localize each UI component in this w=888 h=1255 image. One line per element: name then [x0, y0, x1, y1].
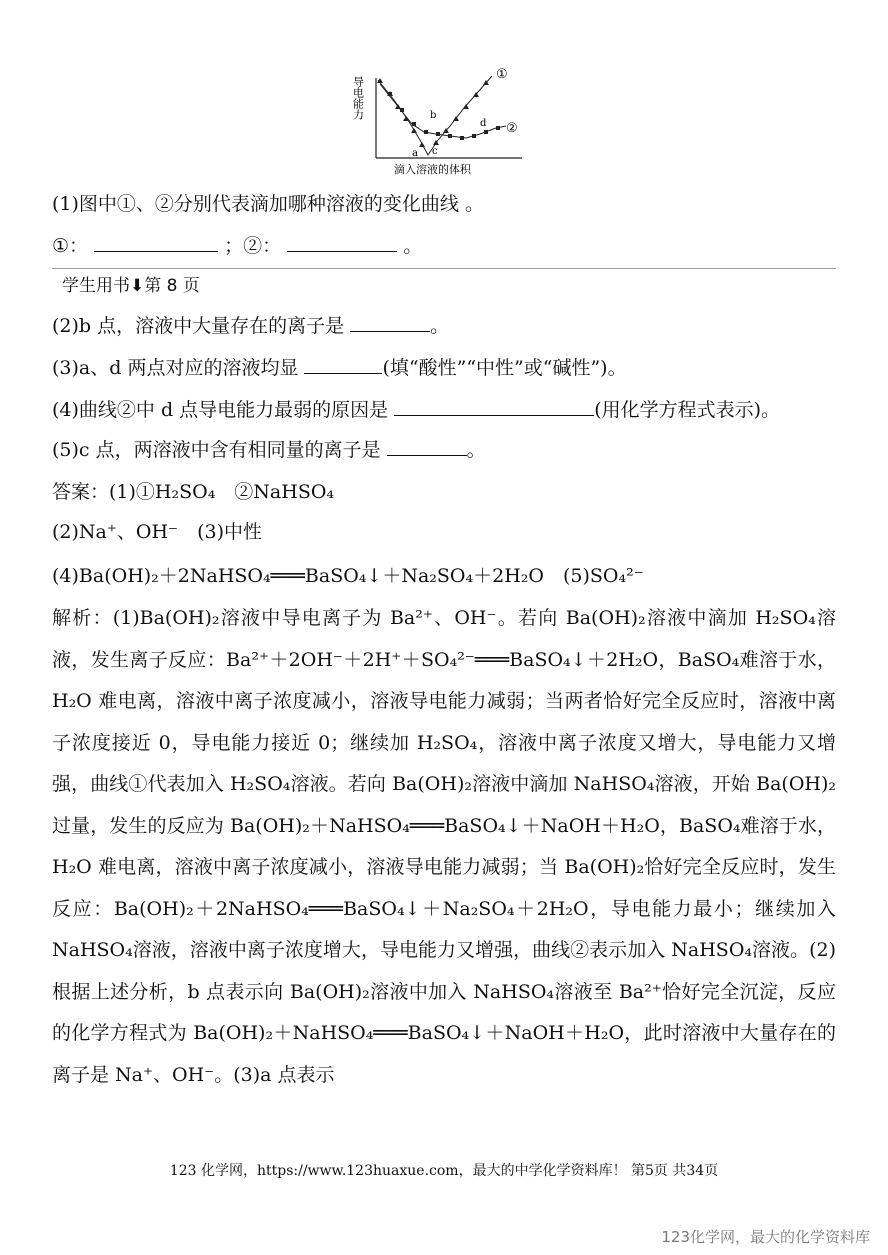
q5-end: 。	[466, 439, 486, 461]
watermark: 123化学网，最大的化学资料库	[661, 1228, 870, 1246]
x-axis-label: 滴入溶液的体积	[394, 163, 471, 176]
q1-blank-2[interactable]	[287, 233, 397, 252]
q4-text: (4)曲线②中 d 点导电能力最弱的原因是	[52, 399, 395, 421]
section-divider	[52, 268, 836, 269]
curve-2-label: ②	[506, 121, 518, 136]
q1-separator: ；②：	[224, 235, 282, 257]
curve-1-label: ①	[496, 67, 508, 82]
q3-text: (3)a、d 两点对应的溶液均显	[52, 357, 305, 379]
question-4	[52, 396, 780, 424]
question-2	[52, 312, 449, 340]
q1-end: 。	[403, 235, 423, 257]
y-axis-label: 导电能力	[351, 76, 365, 120]
question-1: (1)图中①、②分别代表滴加哪种溶液的变化曲线 。	[52, 193, 484, 215]
conductivity-figure	[350, 58, 530, 180]
q2-blank[interactable]	[350, 313, 430, 332]
q4-end: (用化学方程式表示)。	[594, 399, 781, 421]
analysis-paragraph: 解析：(1)Ba(OH)₂溶液中导电离子为 Ba²⁺、OH⁻。若向 Ba(OH)₂溶液中滴加 H₂SO₄溶液，发生离子反应：Ba²⁺＋2OH⁻＋2H⁺＋SO₄²⁻═══BaSO₄↓＋2H₂O，BaSO₄难溶于水，H₂O 难电离，溶液中离子浓度减小，溶液导电能力减弱；当两者恰好完全反应时，溶液中离子浓度接近 0，导电能力接近 0；继续加 H₂SO₄，溶液中离子浓度又增大，导电能力又增强，曲线①代表加入 H₂SO₄溶液。若向 Ba(OH)₂溶液中滴加 NaHSO₄溶液，开始 Ba(OH)₂过量，发生的反应为 Ba(OH)₂＋NaHSO₄═══BaSO₄↓＋NaOH＋H₂O，BaSO₄难溶于水，H₂O 难电离，溶液中离子浓度减小，溶液导电能力减弱；当 Ba(OH)₂恰好完全反应时，发生反应：Ba(OH)₂＋2NaHSO₄═══BaSO₄↓＋Na₂SO₄＋2H₂O，导电能力最小；继续加入 NaHSO₄溶液，溶液中离子浓度增大，导电能力又增强，曲线②表示加入 NaHSO₄溶液。(2)根据上述分析，b 点表示向 Ba(OH)₂溶液中加入 NaHSO₄溶液至 Ba²⁺恰好完全沉淀，反应的化学方程式为 Ba(OH)₂＋NaHSO₄═══BaSO₄↓＋NaOH＋H₂O，此时溶液中大量存在的离子是 Na⁺、OH⁻。(3)a 点表示	[52, 607, 836, 1086]
answer-line-3: (4)Ba(OH)₂＋2NaHSO₄═══BaSO₄↓＋Na₂SO₄＋2H₂O (5)SO₄²⁻	[52, 565, 644, 587]
point-c-label: c	[432, 146, 438, 157]
q1-blank-1[interactable]	[94, 233, 218, 252]
question-1-answer-blanks	[52, 232, 422, 260]
q5-blank[interactable]	[387, 437, 467, 456]
point-a-label: a	[412, 148, 418, 159]
page-footer: 123 化学网，https://www.123huaxue.com，最大的中学化学资料库！ 第5页 共34页	[169, 1163, 719, 1179]
q2-end: 。	[430, 315, 450, 337]
q4-blank[interactable]	[394, 397, 594, 416]
answer-line-1: 答案：(1)①H₂SO₄ ②NaHSO₄	[52, 481, 335, 503]
q3-end: (填“酸性”“中性”或“碱性”)。	[382, 357, 627, 379]
point-b-label: b	[430, 110, 437, 121]
point-d-label: d	[480, 118, 487, 129]
question-5	[52, 436, 486, 464]
q3-blank[interactable]	[304, 355, 382, 374]
curve-2	[380, 84, 506, 138]
q1-prefix: ①：	[52, 235, 89, 257]
q2-text: (2)b 点，溶液中大量存在的离子是	[52, 315, 351, 337]
question-3	[52, 354, 627, 382]
q5-text: (5)c 点，两溶液中含有相同量的离子是	[52, 439, 387, 461]
answer-line-2: (2)Na⁺、OH⁻ (3)中性	[52, 521, 262, 543]
section-header: 学生用书⬇第 8 页	[62, 276, 200, 296]
